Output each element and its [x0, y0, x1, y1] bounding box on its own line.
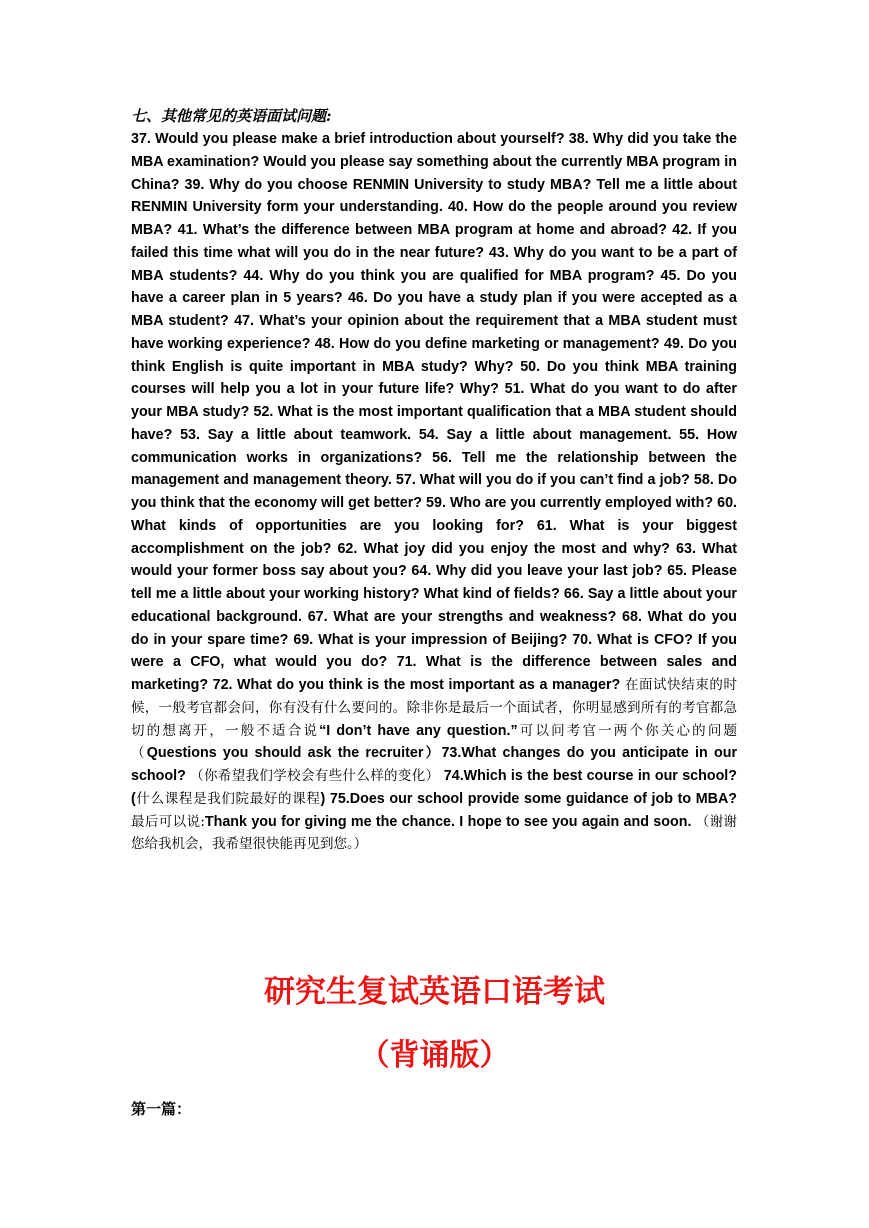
- chapter-label: 第一篇：: [131, 1100, 192, 1118]
- text-segment: 74.Which is the best course in our school? (: [131, 768, 738, 807]
- text-segment: ）: [423, 745, 442, 762]
- text-segment: （你希望我们学校会有些什么样的变化）: [190, 768, 440, 784]
- text-segment: Questions you should ask the recruiter: [146, 745, 424, 762]
- text-segment: 37. Would you please make a brief introduction about yourself? 38. Why did you take the MBA examination? Would you please say something about the currently MBA program in China? 39. Why do you choose RENMIN University to study MBA? Tell me a little about RENMIN University form your understanding. 40. How do the people around you review MBA? 41. What’s the difference between MBA program at home and abroad? 42. If you failed this time what will you do in the near future? 43. Why do you want to be a part of MBA students? 44. Why do you think you are qualified for MBA program? 45. Do you have a career plan in 5 years? 46. Do you have a study plan if you were accepted as a MBA student? 47. What’s your opinion about the requirement that a MBA student must have working experience? 48. How do you define marketing or management? 49. Do you think English is quite important in MBA study? Why? 50. Do you think MBA training courses will help you a lot in your future life? Why? 51. What do you want to do after your MBA study? 52. What is the most important qualification that a MBA student should have? 53. Say a little about teamwork. 54. Say a little about management. 55. How communication works in organizations? 56. Tell me the relationship between the management and management theory. 57. What will you do if you can’t find a job? 58. Do you think that the economy will get better? 59. Who are you currently employed with? 60. What kinds of opportunities are you looking for? 61. What is your biggest accomplishment on the job? 62. What joy did you enjoy the most and why? 63. What would your former boss say about you? 64. Why did you leave your last job? 65. Please tell me a little about your working history? What kind of fields? 66. Say a little about your educational background. 67. What are your strengths and weakness? 68. What do you do in your spare time? 69. What is your impression of Beijing? 70. What is CFO? If you were a CFO, what would you do? 71. What is the difference between sales and marketing? 72. What do you think is the most important as a manager?: [131, 131, 737, 693]
- text-segment: 什么课程是我们院最好的课程: [135, 790, 321, 807]
- sub-title: （背诵版）: [359, 1038, 510, 1073]
- text-segment: 73.What changes do you anticipate in our school?: [131, 745, 738, 784]
- text-segment: 可以问考官一两个你关心的问题（: [131, 722, 738, 762]
- text-segment: Thank you for giving me the chance. I hope to see you again and soon.: [204, 813, 696, 830]
- question-list-paragraph: [131, 128, 737, 856]
- text-segment: （谢谢您给我机会，我希望很快能再见到您。）: [131, 813, 737, 853]
- text-segment: “I don’t have any question.”: [319, 722, 518, 739]
- text-segment: 在面试快结束的时候，一般考官都会问，你有没有什么要问的。除非你是最后一个面试者，你明显感到所有的考官都急切的想离开，一般不适合说: [131, 677, 737, 739]
- text-segment: ) 75.Does our school provide some guidance of job to MBA?: [320, 790, 738, 807]
- text-segment: 最后可以说:: [131, 813, 205, 830]
- main-title: 研究生复试英语口语考试: [264, 974, 605, 1010]
- section-heading: 七、其他常见的英语面试问题:: [131, 107, 332, 125]
